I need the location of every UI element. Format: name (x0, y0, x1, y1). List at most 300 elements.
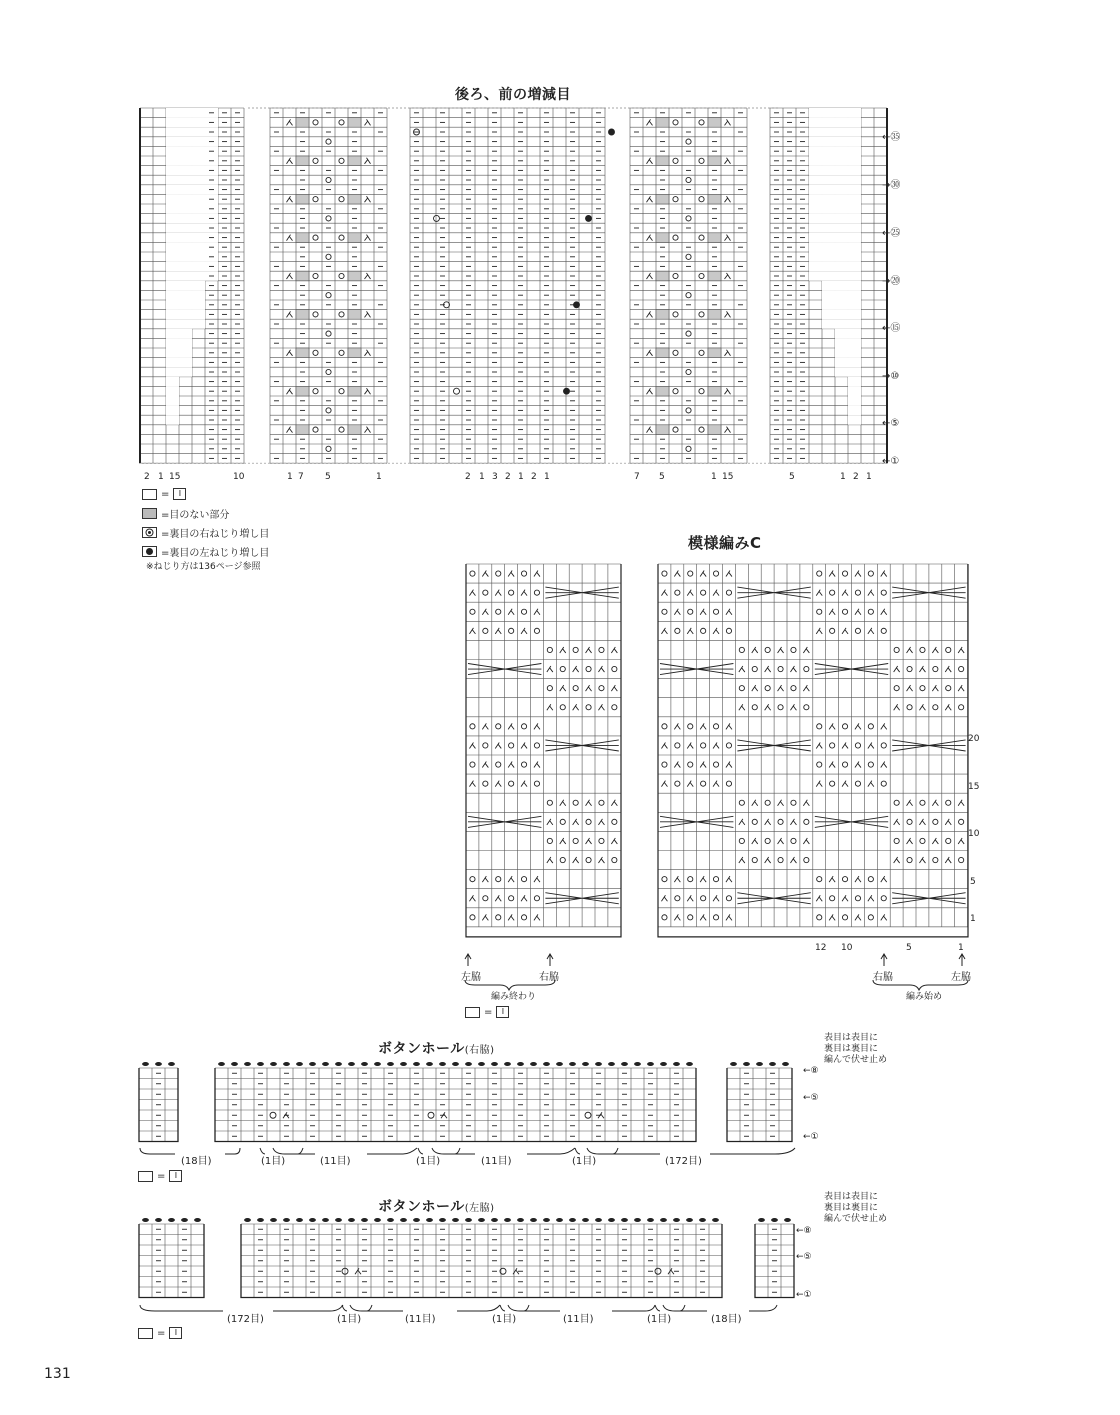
col-num: 10 (233, 472, 245, 482)
decrease-mark (508, 762, 514, 768)
bindoff-mark (556, 1218, 563, 1222)
decrease-mark (894, 857, 900, 863)
decrease-mark (661, 742, 667, 748)
bindoff-mark (296, 1218, 303, 1222)
yarn-over-mark (313, 350, 318, 355)
yarn-over-mark (560, 705, 565, 710)
yarn-over-mark (907, 857, 912, 862)
col-num: 2 (531, 472, 537, 482)
bindoff-mark (361, 1218, 368, 1222)
bindoff-mark (270, 1062, 277, 1066)
empty-cell (822, 300, 835, 310)
decrease-mark (868, 781, 874, 787)
gray-cell (296, 233, 309, 243)
yarn-over-mark (881, 896, 886, 901)
decrease-mark (573, 666, 579, 672)
right-twist-increase-icon (434, 215, 440, 221)
yarn-over-mark (778, 705, 783, 710)
gray-cell (708, 118, 721, 128)
yarn-over-mark (699, 389, 704, 394)
col-num: 1 (711, 472, 717, 482)
stitch-count: (172目) (665, 1156, 702, 1167)
bindoff-mark (771, 1218, 778, 1222)
gray-cell (656, 271, 669, 281)
empty-cell (835, 252, 848, 262)
empty-cell (179, 166, 192, 176)
yarn-over-mark (855, 896, 860, 901)
empty-cell (848, 319, 861, 329)
col-number: 5 (906, 943, 912, 953)
yarn-over-mark (868, 877, 873, 882)
gray-cell (296, 194, 309, 204)
yarn-over-mark (612, 666, 617, 671)
yarn-over-mark (701, 896, 706, 901)
yarn-over-mark (496, 915, 501, 920)
row-marker: ←⑤ (882, 418, 900, 429)
buttonhole-right-title (378, 1038, 495, 1058)
grid-lines (410, 108, 605, 463)
gray-cell (708, 425, 721, 435)
decrease-mark (790, 704, 796, 710)
yarn-over-mark (496, 724, 501, 729)
decrease-mark (713, 742, 719, 748)
decrease-mark (560, 647, 566, 653)
row-marker: ←⑤ (803, 1093, 819, 1103)
decrease-mark (495, 781, 501, 787)
decrease-mark (725, 196, 731, 202)
decrease-mark (829, 571, 835, 577)
yarn-over-mark (791, 647, 796, 652)
empty-cell (848, 214, 861, 224)
yarn-over-mark (804, 819, 809, 824)
gray-cell (656, 194, 669, 204)
empty-cell (166, 406, 179, 416)
decrease-mark (365, 273, 371, 279)
gray-cell (656, 425, 669, 435)
yarn-over-mark (509, 781, 514, 786)
bindoff-mark (335, 1218, 342, 1222)
yarn-over-mark (326, 254, 331, 259)
yarn-over-mark (842, 609, 847, 614)
decrease-mark (829, 876, 835, 882)
yarn-over-mark (933, 857, 938, 862)
bindoff-mark (660, 1062, 667, 1066)
blank-cell-icon (138, 1328, 153, 1339)
decrease-mark (958, 838, 964, 844)
gray-cell (348, 233, 361, 243)
yarn-over-mark (830, 781, 835, 786)
decrease-mark (907, 838, 913, 844)
empty-cell (166, 310, 179, 320)
bindoff-mark (543, 1062, 550, 1066)
yarn-over-mark (894, 800, 899, 805)
empty-cell (179, 127, 192, 137)
yarn-over-mark (496, 877, 501, 882)
yarn-over-mark (688, 877, 693, 882)
yarn-over-mark (855, 743, 860, 748)
decrease-mark (752, 647, 758, 653)
bindoff-mark (647, 1062, 654, 1066)
yarn-over-mark (612, 705, 617, 710)
yarn-over-mark (586, 705, 591, 710)
decrease-mark (647, 235, 653, 241)
decrease-mark (547, 704, 553, 710)
decrease-mark (726, 571, 732, 577)
bindoff-mark (155, 1218, 162, 1222)
decrease-mark (521, 590, 527, 596)
empty-cell (835, 175, 848, 185)
decrease-mark (469, 742, 475, 748)
yarn-over-mark (817, 724, 822, 729)
decrease-mark (752, 685, 758, 691)
yarn-over-mark (688, 762, 693, 767)
decrease-mark (598, 704, 604, 710)
decrease-mark (508, 609, 514, 615)
decrease-mark (881, 876, 887, 882)
gray-cell (296, 425, 309, 435)
legend-blank-bh-left (138, 1327, 182, 1339)
yarn-over-mark (313, 312, 318, 317)
empty-cell (809, 271, 822, 281)
decrease-mark (739, 704, 745, 710)
empty-cell (848, 348, 861, 358)
col-num: 1 (840, 472, 846, 482)
decrease-mark (287, 196, 293, 202)
empty-cell (822, 242, 835, 252)
decrease-mark (932, 800, 938, 806)
empty-cell (166, 271, 179, 281)
decrease-mark (881, 723, 887, 729)
decrease-mark (894, 666, 900, 672)
yarn-over-mark (881, 743, 886, 748)
bindoff-mark (142, 1218, 149, 1222)
yarn-over-mark (599, 838, 604, 843)
empty-cell (179, 262, 192, 272)
bindoff-mark (769, 1062, 776, 1066)
decrease-mark (287, 273, 293, 279)
gray-cell (656, 348, 669, 358)
decrease-mark (674, 876, 680, 882)
empty-cell (848, 377, 861, 387)
yarn-over-mark (686, 293, 691, 298)
decrease-mark (508, 571, 514, 577)
empty-cell (848, 338, 861, 348)
decrease-mark (482, 571, 488, 577)
bindoff-mark (634, 1062, 641, 1066)
decrease-mark (521, 895, 527, 901)
stitch-count: (1目) (572, 1156, 597, 1167)
empty-cell (835, 156, 848, 166)
yarn-over-mark (521, 609, 526, 614)
decrease-mark (881, 609, 887, 615)
bindoff-mark (400, 1062, 407, 1066)
yarn-over-mark (686, 369, 691, 374)
yarn-over-mark (339, 273, 344, 278)
yarn-over-mark (585, 1112, 591, 1118)
purl-symbol-icon: I (169, 1170, 182, 1182)
decrease-mark (739, 857, 745, 863)
row-number: 5 (970, 877, 976, 887)
row-marker: ←① (803, 1132, 819, 1142)
empty-cell (848, 310, 861, 320)
yarn-over-mark (778, 666, 783, 671)
yarn-over-mark (881, 590, 886, 595)
yarn-over-mark (686, 216, 691, 221)
decrease-mark (725, 273, 731, 279)
decrease-mark (868, 628, 874, 634)
empty-cell (192, 166, 205, 176)
yarn-over-mark (946, 800, 951, 805)
decrease-mark (725, 427, 731, 433)
yarn-over-mark (817, 609, 822, 614)
col-num: 1 (544, 472, 550, 482)
legend-blank-bh-right (138, 1170, 182, 1182)
yarn-over-mark (699, 273, 704, 278)
legend-eq: = (484, 1006, 493, 1018)
decrease-mark (687, 895, 693, 901)
yarn-over-mark (920, 838, 925, 843)
decrease-mark (598, 819, 604, 825)
empty-cell (848, 290, 861, 300)
empty-cell (835, 367, 848, 377)
yarn-over-mark (534, 781, 539, 786)
yarn-over-mark (752, 857, 757, 862)
empty-cell (848, 233, 861, 243)
decrease-mark (365, 196, 371, 202)
empty-cell (835, 194, 848, 204)
decrease-mark (534, 723, 540, 729)
yarn-over-mark (959, 819, 964, 824)
decrease-mark (790, 819, 796, 825)
yarn-over-mark (946, 838, 951, 843)
yarn-over-mark (933, 705, 938, 710)
decrease-mark (855, 571, 861, 577)
empty-cell (166, 329, 179, 339)
empty-cell (179, 252, 192, 262)
empty-cell (822, 223, 835, 233)
yarn-over-mark (752, 666, 757, 671)
decrease-mark (573, 819, 579, 825)
yarn-over-mark (699, 350, 704, 355)
decrease-mark (894, 819, 900, 825)
decrease-mark (547, 857, 553, 863)
gray-cell (348, 194, 361, 204)
section1-bottom-numbers (138, 472, 898, 486)
yarn-over-mark (830, 896, 835, 901)
empty-cell (822, 156, 835, 166)
decrease-mark (674, 609, 680, 615)
decrease-mark (726, 914, 732, 920)
yarn-over-mark (959, 857, 964, 862)
decrease-mark (945, 666, 951, 672)
yarn-over-mark (673, 273, 678, 278)
yarn-over-mark (713, 724, 718, 729)
decrease-mark (365, 158, 371, 164)
note-line: 表目は表目に (824, 1192, 879, 1202)
yarn-over-mark (791, 686, 796, 691)
bindoff-mark (782, 1062, 789, 1066)
section1-title: 後ろ、前の増減目 (455, 87, 571, 103)
yarn-over-mark (521, 915, 526, 920)
bindoff-mark (257, 1062, 264, 1066)
yarn-over-mark (739, 647, 744, 652)
empty-cell (835, 214, 848, 224)
empty-cell (822, 290, 835, 300)
decrease-mark (726, 723, 732, 729)
yarn-over-mark (817, 915, 822, 920)
decrease-mark (932, 838, 938, 844)
decrease-mark (700, 723, 706, 729)
yarn-over-mark (713, 571, 718, 576)
twist-note: ※ねじり方は136ページ参照 (146, 562, 261, 572)
legend-blank (142, 488, 186, 500)
decrease-mark (495, 590, 501, 596)
buttonhole-right-title-text: ボタンホール (378, 1041, 465, 1057)
stitch-count: (11目) (405, 1314, 436, 1325)
yarn-over-mark (688, 609, 693, 614)
decrease-mark (611, 800, 617, 806)
empty-cell (179, 137, 192, 147)
knit-end-label: 編み終わり (491, 992, 537, 1002)
yarn-over-mark (920, 686, 925, 691)
empty-cell (835, 127, 848, 137)
legend-right-increase (142, 525, 269, 540)
bindoff-mark (244, 1062, 251, 1066)
bindoff-mark (194, 1218, 201, 1222)
yarn-over-mark (521, 877, 526, 882)
decrease-mark (495, 628, 501, 634)
yarn-over-mark (673, 350, 678, 355)
page-number: 131 (44, 1366, 71, 1382)
yarn-over-mark (313, 158, 318, 163)
decrease-mark (752, 800, 758, 806)
empty-cell (192, 271, 205, 281)
empty-cell (179, 194, 192, 204)
decrease-mark (495, 742, 501, 748)
yarn-over-mark (894, 647, 899, 652)
yarn-over-mark (817, 571, 822, 576)
empty-cell (848, 156, 861, 166)
bindoff-mark (231, 1062, 238, 1066)
decrease-mark (907, 685, 913, 691)
decrease-mark (674, 723, 680, 729)
gray-cell (296, 348, 309, 358)
empty-cell (179, 223, 192, 233)
decrease-mark (586, 838, 592, 844)
decrease-mark (842, 742, 848, 748)
bindoff-mark (686, 1218, 693, 1222)
decrease-mark (508, 723, 514, 729)
blank-cell-icon (138, 1171, 153, 1182)
stitch-count: (1目) (492, 1314, 517, 1325)
yarn-over-mark (662, 724, 667, 729)
bindoff-mark (283, 1218, 290, 1222)
decrease-mark (855, 876, 861, 882)
yarn-over-mark (673, 235, 678, 240)
decrease-mark (700, 609, 706, 615)
yarn-over-mark (496, 571, 501, 576)
empty-cell (179, 233, 192, 243)
decrease-mark (881, 571, 887, 577)
empty-cell (822, 194, 835, 204)
bindoff-mark (608, 1062, 615, 1066)
yarn-over-mark (326, 408, 331, 413)
yarn-over-mark (726, 590, 731, 595)
decrease-mark (560, 800, 566, 806)
empty-cell (809, 108, 822, 118)
note-line: 裏目は裏目に (824, 1203, 879, 1213)
left-twist-increase-icon (564, 388, 570, 394)
yarn-over-mark (326, 139, 331, 144)
gray-cell (296, 386, 309, 396)
decrease-mark (687, 742, 693, 748)
yarn-over-mark (470, 724, 475, 729)
bindoff-mark (686, 1062, 693, 1066)
yarn-over-mark (599, 647, 604, 652)
yarn-over-mark (699, 427, 704, 432)
band-border (727, 1068, 792, 1142)
bindoff-mark (556, 1062, 563, 1066)
bindoff-mark (309, 1062, 316, 1066)
decrease-mark (700, 571, 706, 577)
bindoff-mark (335, 1062, 342, 1066)
yarn-over-mark (470, 877, 475, 882)
decrease-mark (752, 838, 758, 844)
empty-cell (166, 204, 179, 214)
bindoff-mark (387, 1218, 394, 1222)
yarn-over-mark (534, 628, 539, 633)
empty-cell (179, 300, 192, 310)
yarn-over-mark (521, 571, 526, 576)
decrease-mark (855, 723, 861, 729)
yarn-over-mark (673, 158, 678, 163)
yarn-over-mark (534, 896, 539, 901)
empty-cell (822, 137, 835, 147)
decrease-mark (919, 819, 925, 825)
empty-cell (179, 214, 192, 224)
decrease-mark (647, 388, 653, 394)
empty-cell (192, 319, 205, 329)
decrease-mark (816, 895, 822, 901)
yarn-over-mark (817, 877, 822, 882)
empty-cell (192, 290, 205, 300)
bindoff-mark (478, 1218, 485, 1222)
empty-cell (822, 204, 835, 214)
increase-decrease-chart (130, 100, 920, 485)
yarn-over-mark (547, 800, 552, 805)
gray-cell (708, 386, 721, 396)
yarn-over-mark (713, 762, 718, 767)
bindoff-mark (582, 1218, 589, 1222)
bindoff-mark (218, 1062, 225, 1066)
yarn-over-mark (313, 273, 318, 278)
empty-cell (835, 310, 848, 320)
decrease-mark (547, 666, 553, 672)
empty-cell (809, 242, 822, 252)
yarn-over-mark (428, 1112, 434, 1118)
empty-cell (835, 271, 848, 281)
empty-cell (835, 290, 848, 300)
yarn-over-mark (868, 609, 873, 614)
empty-cell (166, 242, 179, 252)
yarn-over-mark (686, 254, 691, 259)
decrease-mark (881, 762, 887, 768)
yarn-over-mark (765, 686, 770, 691)
gray-cell (296, 118, 309, 128)
decrease-mark (365, 350, 371, 356)
empty-cell (848, 386, 861, 396)
right-side-label-2: 右脇 (873, 972, 893, 983)
